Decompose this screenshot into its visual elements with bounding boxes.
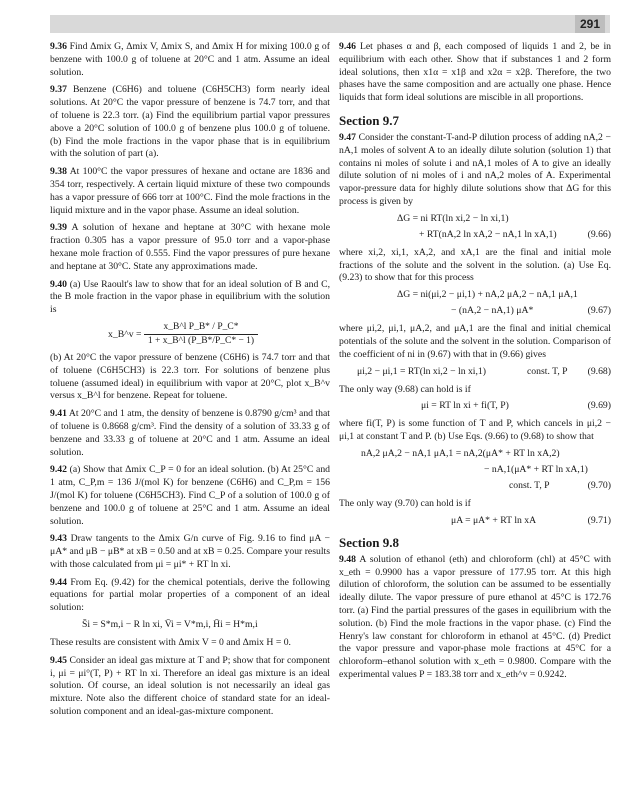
problem-text: Consider an ideal gas mixture at T and P; show that for component i, μi = μi°(T, P) + RT ln xi. Therefore an ideal gas mixture is an ideal solution. Of course, an ideal solution is not necessarily an ideal gas mixture. Note also the different choice of standard state for an ideal-solution component and an ideal-gas-mixture component.: [50, 654, 330, 718]
problem-number: 9.37: [50, 84, 67, 96]
equation: [339, 399, 611, 412]
problem-text: A solution of ethanol (eth) and chloroform (chl) at 45°C with x_eth = 0.9900 has a vapor pressure of 177.95 torr. At this high dilution of chloroform, the solution can be assumed to be essentially ideally dilute. The vapor pressure of pure ethanol at 45°C is 172.76 torr. (a) Find the partial pressures of the gases in equilibrium with the solution. (b) Find the mole fractions in the vapor phase. (c) Find the Henry's law constant for chloroform in ethanol at 45°C. (d) Predict the vapor pressure and vapor-phase mole fractions at 45°C for a chloroform–ethanol solution with x_eth = 0.9800. Compare with the experimental values P = 183.38 torr and x_eth^v = 0.9242.: [339, 553, 611, 680]
problem-text: These results are consistent with Δmix V = 0 and Δmix H = 0.: [50, 637, 291, 649]
equation: [339, 365, 611, 378]
equation-number: (9.71): [587, 514, 611, 526]
problem-text: Benzene (C6H6) and toluene (C6H5CH3) form nearly ideal solutions. At 20°C the vapor pressure of benzene is 74.7 torr, and that of toluene is 22.3 torr. (a) Find the equilibrium partial vapor pressures above a 20°C solution of 100.0 g of benzene plus 100.0 g of toluene. (b) Find the mole fractions in the vapor phase that is in equilibrium with the solution of part (a).: [50, 84, 330, 160]
problem-9-39: [50, 222, 330, 273]
problem-9-43: [50, 533, 330, 571]
problem-number: 9.44: [50, 576, 67, 588]
fraction: [144, 321, 258, 348]
problem-number: 9.40: [50, 278, 67, 290]
problem-9-47: [339, 132, 611, 527]
problem-text: (b) At 20°C the vapor pressure of benzene (C6H6) is 74.7 torr and that of toluene (C6H5CH3) is 22.3 torr. For solutions of benzene plus toluene (assumed ideal) in equilibrium with vapor at 20°C, plot x_B^v versus x_B^l for benzene. Repeat for toluene.: [50, 351, 330, 402]
problem-9-41: [50, 408, 330, 459]
problem-text: The only way (9.68) can hold is if: [339, 383, 471, 395]
denominator: 1 + x_B^l (P_B*/P_C* − 1): [147, 335, 255, 346]
problem-9-48: [339, 554, 611, 682]
problem-text: The only way (9.70) can hold is if: [339, 497, 471, 509]
equation-condition: const. T, P: [509, 479, 550, 491]
equation: S̄i = S*m,i − R ln xi, V̄i = V*m,i, H̄i = H*m,i: [82, 619, 258, 631]
equation-condition: const. T, P: [527, 365, 568, 377]
equation: [339, 514, 611, 527]
problem-text: where fi(T, P) is some function of T and P, which cancels in μi,2 − μi,1 at constant T and P. (b) Use Eqs. (9.66) to (9.68) to show that: [339, 418, 611, 443]
problem-9-46: [339, 41, 611, 105]
equation: [339, 479, 611, 492]
problem-number: 9.48: [339, 553, 356, 565]
equation: − nA,1(μA* + RT ln xA,1): [484, 463, 588, 475]
problem-text: From Eq. (9.42) for the chemical potentials, derive the following equations for partial molar properties of a component of an ideal solution:: [50, 576, 330, 614]
equation-text: − (nA,2 − nA,1) μA*: [451, 305, 534, 317]
problem-text: Find Δmix G, Δmix V, Δmix S, and Δmix H for mixing 100.0 g of benzene with 100.0 g of toluene at 20°C and 1 atm. Assume an ideal solution.: [50, 41, 330, 78]
equation-text: + RT(nA,2 ln xA,2 − nA,1 ln xA,1): [419, 228, 557, 240]
problem-number: 9.36: [50, 41, 67, 52]
problem-number: 9.39: [50, 222, 67, 234]
problem-text: Draw tangents to the Δmix G/n curve of Fig. 9.16 to find μA − μA* and μB − μB* at xB = 0.50 and at xB = 0.25. Compare your results with those calculated from μi = μi* + RT ln xi.: [50, 533, 330, 570]
equation-lhs: x_B^v =: [108, 328, 142, 340]
problem-9-45: [50, 655, 330, 719]
problem-number: 9.38: [50, 166, 67, 178]
problem-number: 9.45: [50, 654, 67, 666]
problem-text: Consider the constant-T-and-P dilution process of adding nA,2 − nA,1 moles of solvent A to an ideally dilute solution (solution 1) that contains ni moles of solute i and nA,1 moles of A to give an ideally dilute solution of ni moles of i and nA,2 moles of A. Experimental vapor-pressure data for highly dilute solutions show that ΔG for this process is given by: [339, 131, 611, 207]
equation-number: (9.69): [587, 400, 611, 412]
equation-number: (9.67): [587, 305, 611, 317]
numerator: x_B^l P_B* / P_C*: [144, 321, 258, 335]
problem-9-36: [50, 41, 330, 79]
problem-number: 9.46: [339, 41, 356, 52]
problem-text: At 20°C and 1 atm, the density of benzene is 0.8790 g/cm³ and that of toluene is 0.8668 g/cm³. Find the density of a solution of 33.33 g of benzene and 33.33 g of toluene at 20°C and 1 atm. Assume an ideal solution.: [50, 408, 330, 458]
section-heading: Section 9.8: [339, 534, 399, 550]
problem-text: A solution of hexane and heptane at 30°C with hexane mole fraction 0.305 has a vapor pressure of 95.0 torr and a vapor-phase hexane mole fraction of 0.555. Find the vapor pressures of pure hexane and heptane at 30°C. State any approximations made.: [50, 222, 331, 272]
equation: ΔG = ni(μi,2 − μi,1) + nA,2 μA,2 − nA,1 μA,1: [397, 289, 578, 301]
problem-text: (a) Show that Δmix C_P = 0 for an ideal solution. (b) At 25°C and 1 atm, C_P,m = 136 J/(mol K) for benzene (C6H6) and C_P,m = 156 J/(mol K) for toluene (C6H5CH3). Find C_P of a solution of 100.0 g of benzene and 100.0 g of toluene at 25°C and 1 atm. Assume an ideal solution.: [50, 464, 331, 527]
section-heading: Section 9.7: [339, 112, 399, 128]
equation: [339, 228, 611, 241]
equation: [339, 304, 611, 317]
problem-text: At 100°C the vapor pressures of hexane and octane are 1836 and 354 torr, respectively. A certain liquid mixture of these two compounds has a vapor pressure of 666 torr at 100°C. Find the mole fractions in the liquid mixture and in the vapor phase. Assume an ideal solution.: [50, 166, 331, 216]
problem-9-44: [50, 577, 330, 650]
problem-text: Let phases α and β, each composed of liquids 1 and 2, be in equilibrium with each other. Show that if substances 1 and 2 form ideal solutions, then x1α = x1β and x2α = x2β. Therefore, the two phases have the same composition and are actually one phase. Hence liquids that form ideal solutions are miscible in all proportions.: [339, 41, 611, 104]
problem-number: 9.41: [50, 408, 67, 420]
left-column: [50, 41, 330, 724]
problem-9-38: [50, 166, 330, 217]
equation: ΔG = ni RT(ln xi,2 − ln xi,1): [397, 212, 509, 224]
page-number: 291: [575, 15, 605, 33]
problem-9-40: [50, 279, 330, 404]
problem-number: 9.42: [50, 464, 67, 476]
problem-9-42: [50, 464, 330, 528]
problem-text: where xi,2, xi,1, xA,2, and xA,1 are the final and initial mole fractions of the solute and the solvent in the solution. (a) Use Eq. (9.23) to show that for this process: [339, 246, 611, 284]
equation-number: (9.68): [587, 365, 611, 377]
equation: [50, 321, 330, 348]
problem-9-37: [50, 84, 330, 161]
equation: nA,2 μA,2 − nA,1 μA,1 = nA,2(μA* + RT ln xA,2): [361, 447, 560, 459]
equation-number: (9.66): [587, 228, 611, 240]
problem-number: 9.47: [339, 131, 356, 143]
problem-text: (a) Use Raoult's law to show that for an ideal solution of B and C, the B mole fraction in the vapor phase in equilibrium with the solution is: [50, 278, 330, 316]
equation-text: μi,2 − μi,1 = RT(ln xi,2 − ln xi,1): [357, 365, 486, 377]
equation-text: μi = RT ln xi + fi(T, P): [421, 400, 509, 412]
right-column: [339, 41, 611, 687]
header-bar: [50, 15, 610, 33]
equation-number: (9.70): [587, 479, 611, 491]
problem-text: where μi,2, μi,1, μA,2, and μA,1 are the final and initial chemical potentials of the solute and the solvent in the solution. Comparison of the coefficient of ni in (9.67) with that in (9.66) gives: [339, 323, 611, 360]
equation-text: μA = μA* + RT ln xA: [451, 514, 537, 526]
problem-number: 9.43: [50, 533, 67, 545]
